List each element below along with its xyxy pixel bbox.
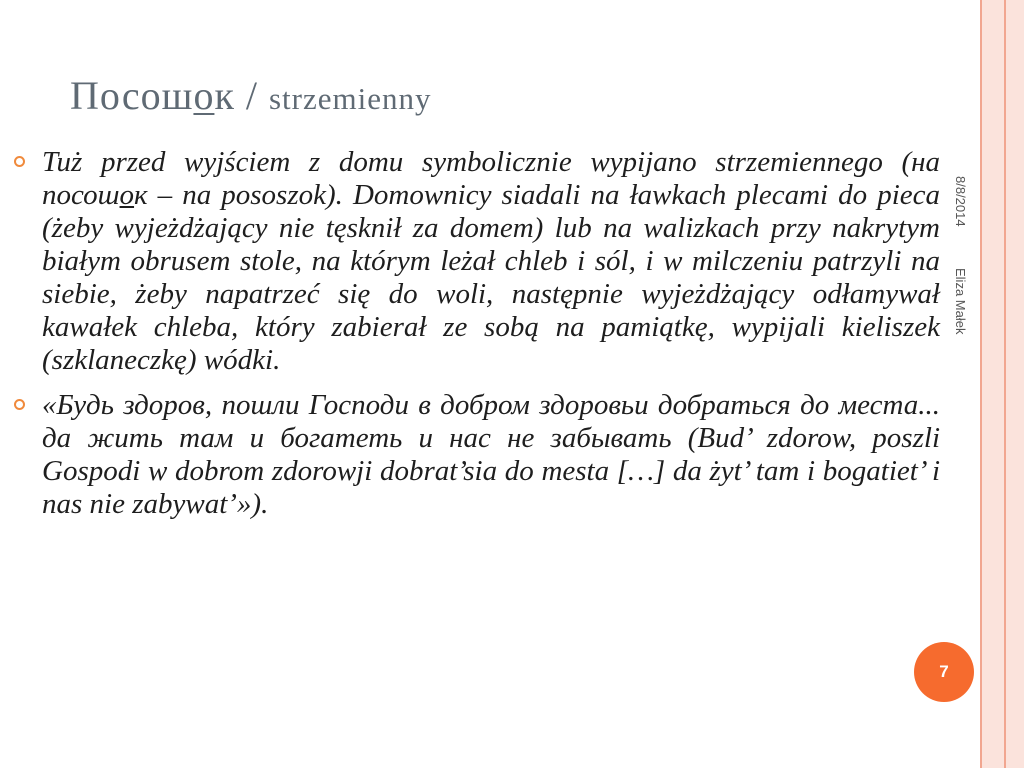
slide-date: 8/8/2014 — [953, 176, 968, 227]
slide-author: Eliza Małek — [953, 268, 968, 335]
band-line-right — [1004, 0, 1006, 768]
bullet-2-text: «Будь здоров, пошли Господи в добром здоровьи добраться до места... да жить там и богатеть и нас не забывать (Bud’ zdorow, poszli Gospodi w dobrom zdorowji dobrat’sia do mesta […] da żyt’ tam i bogatiet’ i nas nie zabywat’»). — [42, 389, 940, 520]
title-underlined-letter: о — [193, 73, 215, 118]
title-cyrillic-prefix: Посош — [70, 73, 194, 118]
slide-title — [70, 72, 432, 119]
page-number: 7 — [939, 662, 949, 681]
page-number-badge — [914, 642, 974, 702]
bullet-circle-icon — [14, 399, 25, 410]
bullet-item-2 — [14, 389, 940, 521]
bullet-1-text-end: к – na pososzok). Domownicy siadali na ławkach plecami do pieca (żeby wyjeżdżający nie tęsknił za domem) lub na walizkach przy nakrytym białym obrusem stole, na którym leżał chleb i sól, i w milczeniu patrzyli na siebie, żeby napatrzeć się do woli, następnie wyjeżdżający odłamywał kawałek chleba, który zabierał ze sobą na pamiątkę, wypijali kieliszek (szklaneczkę) wódki. — [42, 179, 940, 376]
right-decorative-band — [980, 0, 1024, 768]
bullet-1-text-start: Tuż przed wyjściem z domu symbolicznie wypijano strzemiennego (на посош — [42, 146, 940, 211]
band-line-left — [980, 0, 982, 768]
title-latin-word: strzemienny — [268, 81, 432, 116]
title-cyrillic-suffix: к / — [214, 73, 269, 118]
bullet-1-underlined-letter: о — [119, 179, 135, 211]
bullet-list — [14, 146, 940, 533]
bullet-item-1 — [14, 146, 940, 377]
bullet-circle-icon — [14, 156, 25, 167]
